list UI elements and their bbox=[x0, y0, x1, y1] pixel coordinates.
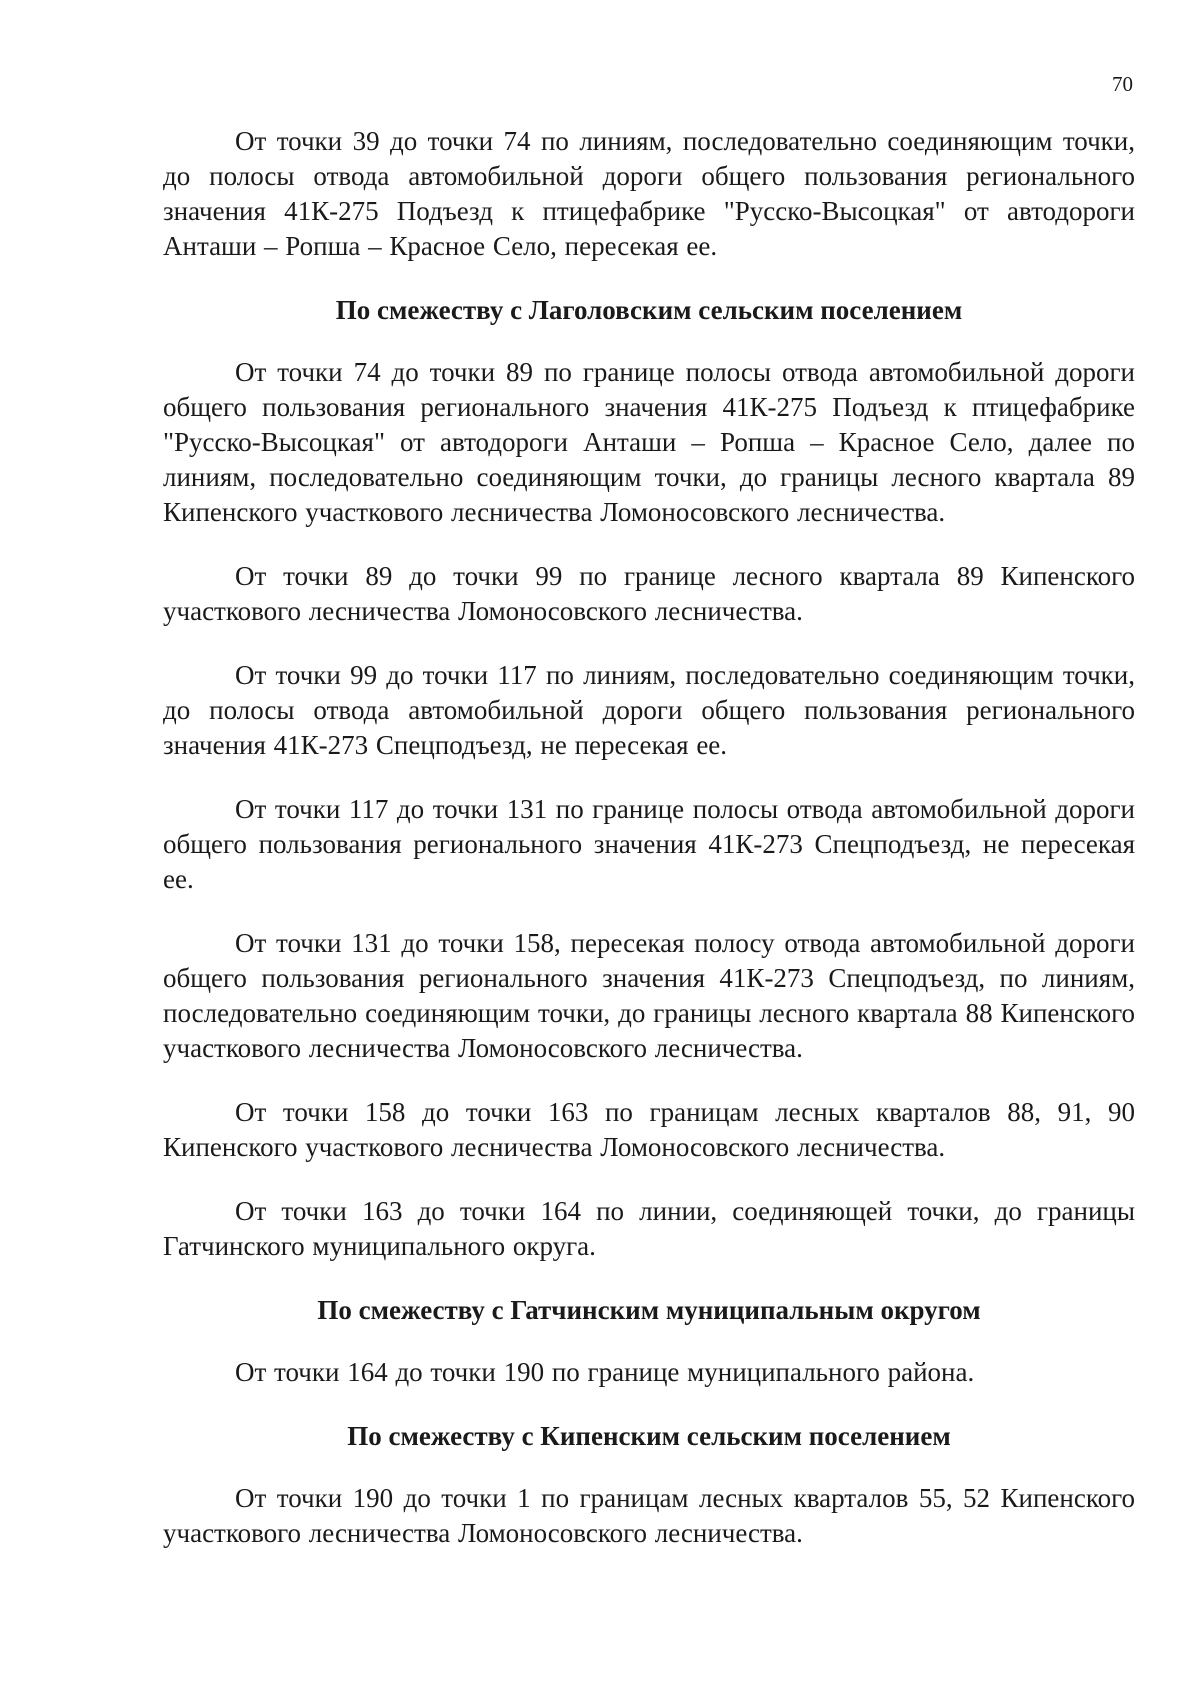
paragraph-2: От точки 74 до точки 89 по границе полосы отвода автомобильной дороги общего пользования регионального значения 41К-275 Подъезд к птицефабрике "Русско-Высоцкая" от автодороги Анташи – Ропша – Красное Село, далее по линиям, последовательно соединяющим точки, до границы лесного квартала 89 Кипенского участкового лесничества Ломоносовского лесничества. bbox=[163, 357, 1135, 527]
page-number: 70 bbox=[1112, 72, 1133, 96]
document-body bbox=[163, 124, 1135, 1551]
paragraph-8: От точки 163 до точки 164 по линии, соединяющей точки, до границы Гатчинского муниципального округа. bbox=[163, 1196, 1135, 1261]
paragraph-3: От точки 89 до точки 99 по границе лесного квартала 89 Кипенского участкового лесничества Ломоносовского лесничества. bbox=[163, 561, 1135, 626]
paragraph-5: От точки 117 до точки 131 по границе полосы отвода автомобильной дороги общего пользования регионального значения 41К-273 Спецподъезд, не пересекая ее. bbox=[163, 794, 1135, 894]
section-heading-gatchinsky: По смежеству с Гатчинским муниципальным округом bbox=[317, 1295, 981, 1325]
paragraph-4: От точки 99 до точки 117 по линиям, последовательно соединяющим точки, до полосы отвода автомобильной дороги общего пользования регионального значения 41К-273 Спецподъезд, не пересекая ее. bbox=[163, 660, 1135, 760]
paragraph-9: От точки 164 до точки 190 по границе муниципального района. bbox=[235, 1357, 975, 1387]
section-heading-kipenskoe: По смежеству с Кипенским сельским поселением bbox=[347, 1421, 951, 1451]
paragraph-6: От точки 131 до точки 158, пересекая полосу отвода автомобильной дороги общего пользования регионального значения 41К-273 Спецподъезд, по линиям, последовательно соединяющим точки, до границы лесного квартала 88 Кипенского участкового лесничества Ломоносовского лесничества. bbox=[163, 928, 1135, 1063]
paragraph-1: От точки 39 до точки 74 по линиям, последовательно соединяющим точки, до полосы отвода автомобильной дороги общего пользования регионального значения 41К-275 Подъезд к птицефабрике "Русско-Высоцкая" от автодороги Анташи – Ропша – Красное Село, пересекая ее. bbox=[163, 126, 1135, 261]
paragraph-10: От точки 190 до точки 1 по границам лесных кварталов 55, 52 Кипенского участкового лесничества Ломоносовского лесничества. bbox=[163, 1483, 1135, 1548]
section-heading-lagolovskoe: По смежеству с Лаголовским сельским поселением bbox=[335, 295, 963, 325]
paragraph-7: От точки 158 до точки 163 по границам лесных кварталов 88, 91, 90 Кипенского участкового лесничества Ломоносовского лесничества. bbox=[163, 1097, 1135, 1162]
